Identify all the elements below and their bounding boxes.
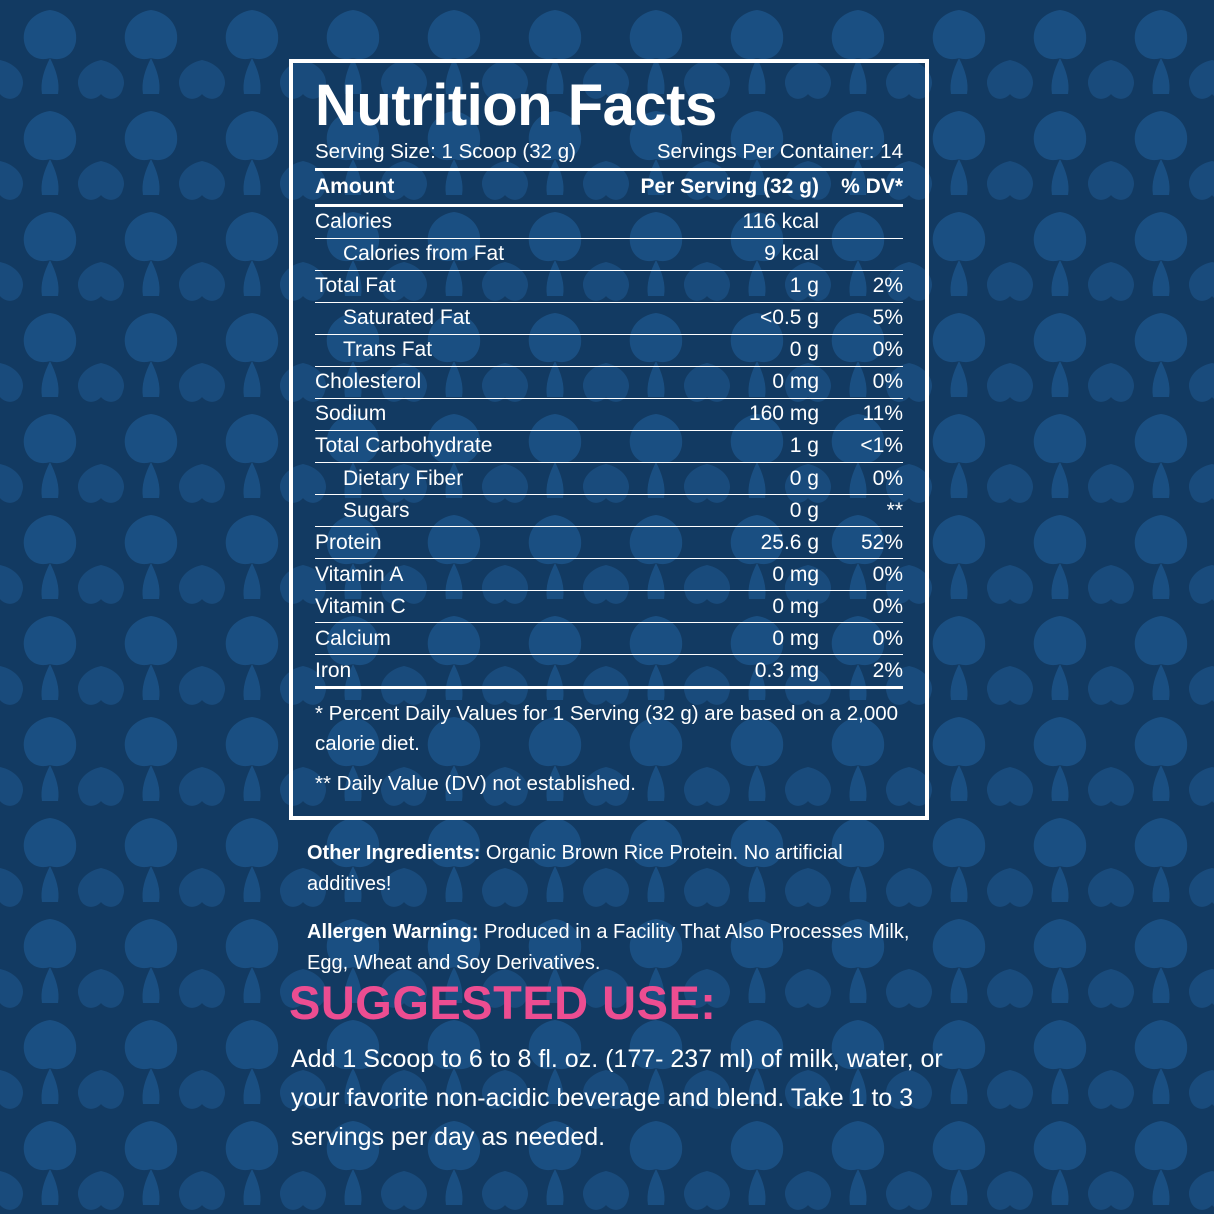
table-row xyxy=(315,302,903,334)
nutrient-dv: 0% xyxy=(872,626,903,650)
nutrient-dv: 0% xyxy=(872,594,903,618)
nutrient-name: Cholesterol xyxy=(315,370,422,394)
nutrient-amount: 0 mg xyxy=(772,370,819,394)
nutrition-facts-panel xyxy=(289,59,929,820)
table-row xyxy=(315,238,903,270)
allergen-warning-text: Produced in a Facility That Also Processes Milk, Egg, Wheat and Soy Derivatives. xyxy=(307,921,910,974)
table-row xyxy=(315,622,903,654)
table-row xyxy=(315,334,903,366)
serving-size: Serving Size: 1 Scoop (32 g) xyxy=(315,140,576,163)
suggested-use-text: Add 1 Scoop to 6 to 8 fl. oz. (177- 237 ml) of milk, water, or your favorite non-acidic beverage and blend. Take 1 to 3 servings per day as needed. xyxy=(291,1045,943,1151)
nutrient-name: Calcium xyxy=(315,626,391,650)
table-header-row xyxy=(315,171,903,204)
other-ingredients-label: Other Ingredients: xyxy=(307,842,481,864)
allergen-warning-label: Allergen Warning: xyxy=(307,921,479,943)
nutrient-amount: 9 kcal xyxy=(764,242,819,266)
nutrient-name: Sugars xyxy=(343,498,410,522)
nutrient-amount: 160 mg xyxy=(748,402,819,426)
other-ingredients-line xyxy=(307,838,917,900)
nutrient-dv: 0% xyxy=(872,562,903,586)
nutrient-amount: 1 g xyxy=(789,274,819,298)
allergen-warning-line xyxy=(307,917,917,979)
nutrient-dv: 0% xyxy=(872,338,903,362)
nutrient-name: Dietary Fiber xyxy=(343,466,464,490)
suggested-use-title: SUGGESTED USE: xyxy=(289,976,717,1029)
table-row xyxy=(315,366,903,398)
table-row xyxy=(315,270,903,302)
nutrient-name: Vitamin C xyxy=(315,594,406,618)
nutrient-name: Calories from Fat xyxy=(343,242,505,266)
nutrient-amount: 1 g xyxy=(789,434,819,458)
nutrient-amount: 25.6 g xyxy=(760,530,819,554)
header-dv: % DV* xyxy=(841,174,903,198)
table-row xyxy=(315,430,903,462)
nutrient-amount: 0 mg xyxy=(772,562,819,586)
nutrient-dv: 11% xyxy=(862,402,903,426)
nutrient-dv: 2% xyxy=(872,274,903,298)
nutrient-dv: 2% xyxy=(872,658,903,682)
nutrient-amount: 0 g xyxy=(789,466,819,490)
nutrient-amount: 0.3 mg xyxy=(754,658,819,682)
nutrient-amount: 0 g xyxy=(789,498,819,522)
nutrient-table xyxy=(315,207,903,687)
serving-info xyxy=(315,139,903,168)
table-row xyxy=(315,494,903,526)
nutrient-amount: 0 mg xyxy=(772,594,819,618)
table-row xyxy=(315,207,903,238)
header-amount: Amount xyxy=(315,174,395,198)
table-row xyxy=(315,526,903,558)
nutrient-dv: 52% xyxy=(860,530,903,554)
table-row xyxy=(315,590,903,622)
nutrient-amount: 0 g xyxy=(789,338,819,362)
footnote-dv-not-established: ** Daily Value (DV) not established. xyxy=(315,771,636,795)
nutrient-name: Saturated Fat xyxy=(343,306,471,330)
footnotes xyxy=(315,689,903,798)
nutrient-name: Trans Fat xyxy=(343,338,433,362)
nutrient-dv: 0% xyxy=(872,370,903,394)
nutrient-amount: 116 kcal xyxy=(742,210,819,234)
table-row xyxy=(315,398,903,430)
nutrient-name: Protein xyxy=(315,530,382,554)
nutrient-name: Vitamin A xyxy=(315,562,404,586)
nutrient-dv: 5% xyxy=(872,306,903,330)
table-row xyxy=(315,462,903,494)
ingredient-notes xyxy=(307,838,917,996)
nutrient-amount: <0.5 g xyxy=(760,306,819,330)
nutrient-dv: ** xyxy=(886,498,903,522)
nutrient-name: Total Fat xyxy=(315,274,396,298)
nutrition-facts-title: Nutrition Facts xyxy=(315,73,717,138)
header-per-serving: Per Serving (32 g) xyxy=(640,174,819,198)
footnote-daily-values: * Percent Daily Values for 1 Serving (32 g) are based on a 2,000 calorie diet. xyxy=(315,702,899,756)
nutrient-amount: 0 mg xyxy=(772,626,819,650)
nutrient-name: Total Carbohydrate xyxy=(315,434,493,458)
nutrient-dv: 0% xyxy=(872,466,903,490)
nutrient-name: Sodium xyxy=(315,402,387,426)
table-row xyxy=(315,558,903,590)
servings-per-container: Servings Per Container: 14 xyxy=(656,140,903,163)
nutrient-dv: <1% xyxy=(860,434,903,458)
table-row xyxy=(315,654,903,686)
nutrient-name: Iron xyxy=(315,658,352,682)
other-ingredients-text: Organic Brown Rice Protein. No artificial additives! xyxy=(307,842,843,895)
nutrient-name: Calories xyxy=(315,210,393,234)
